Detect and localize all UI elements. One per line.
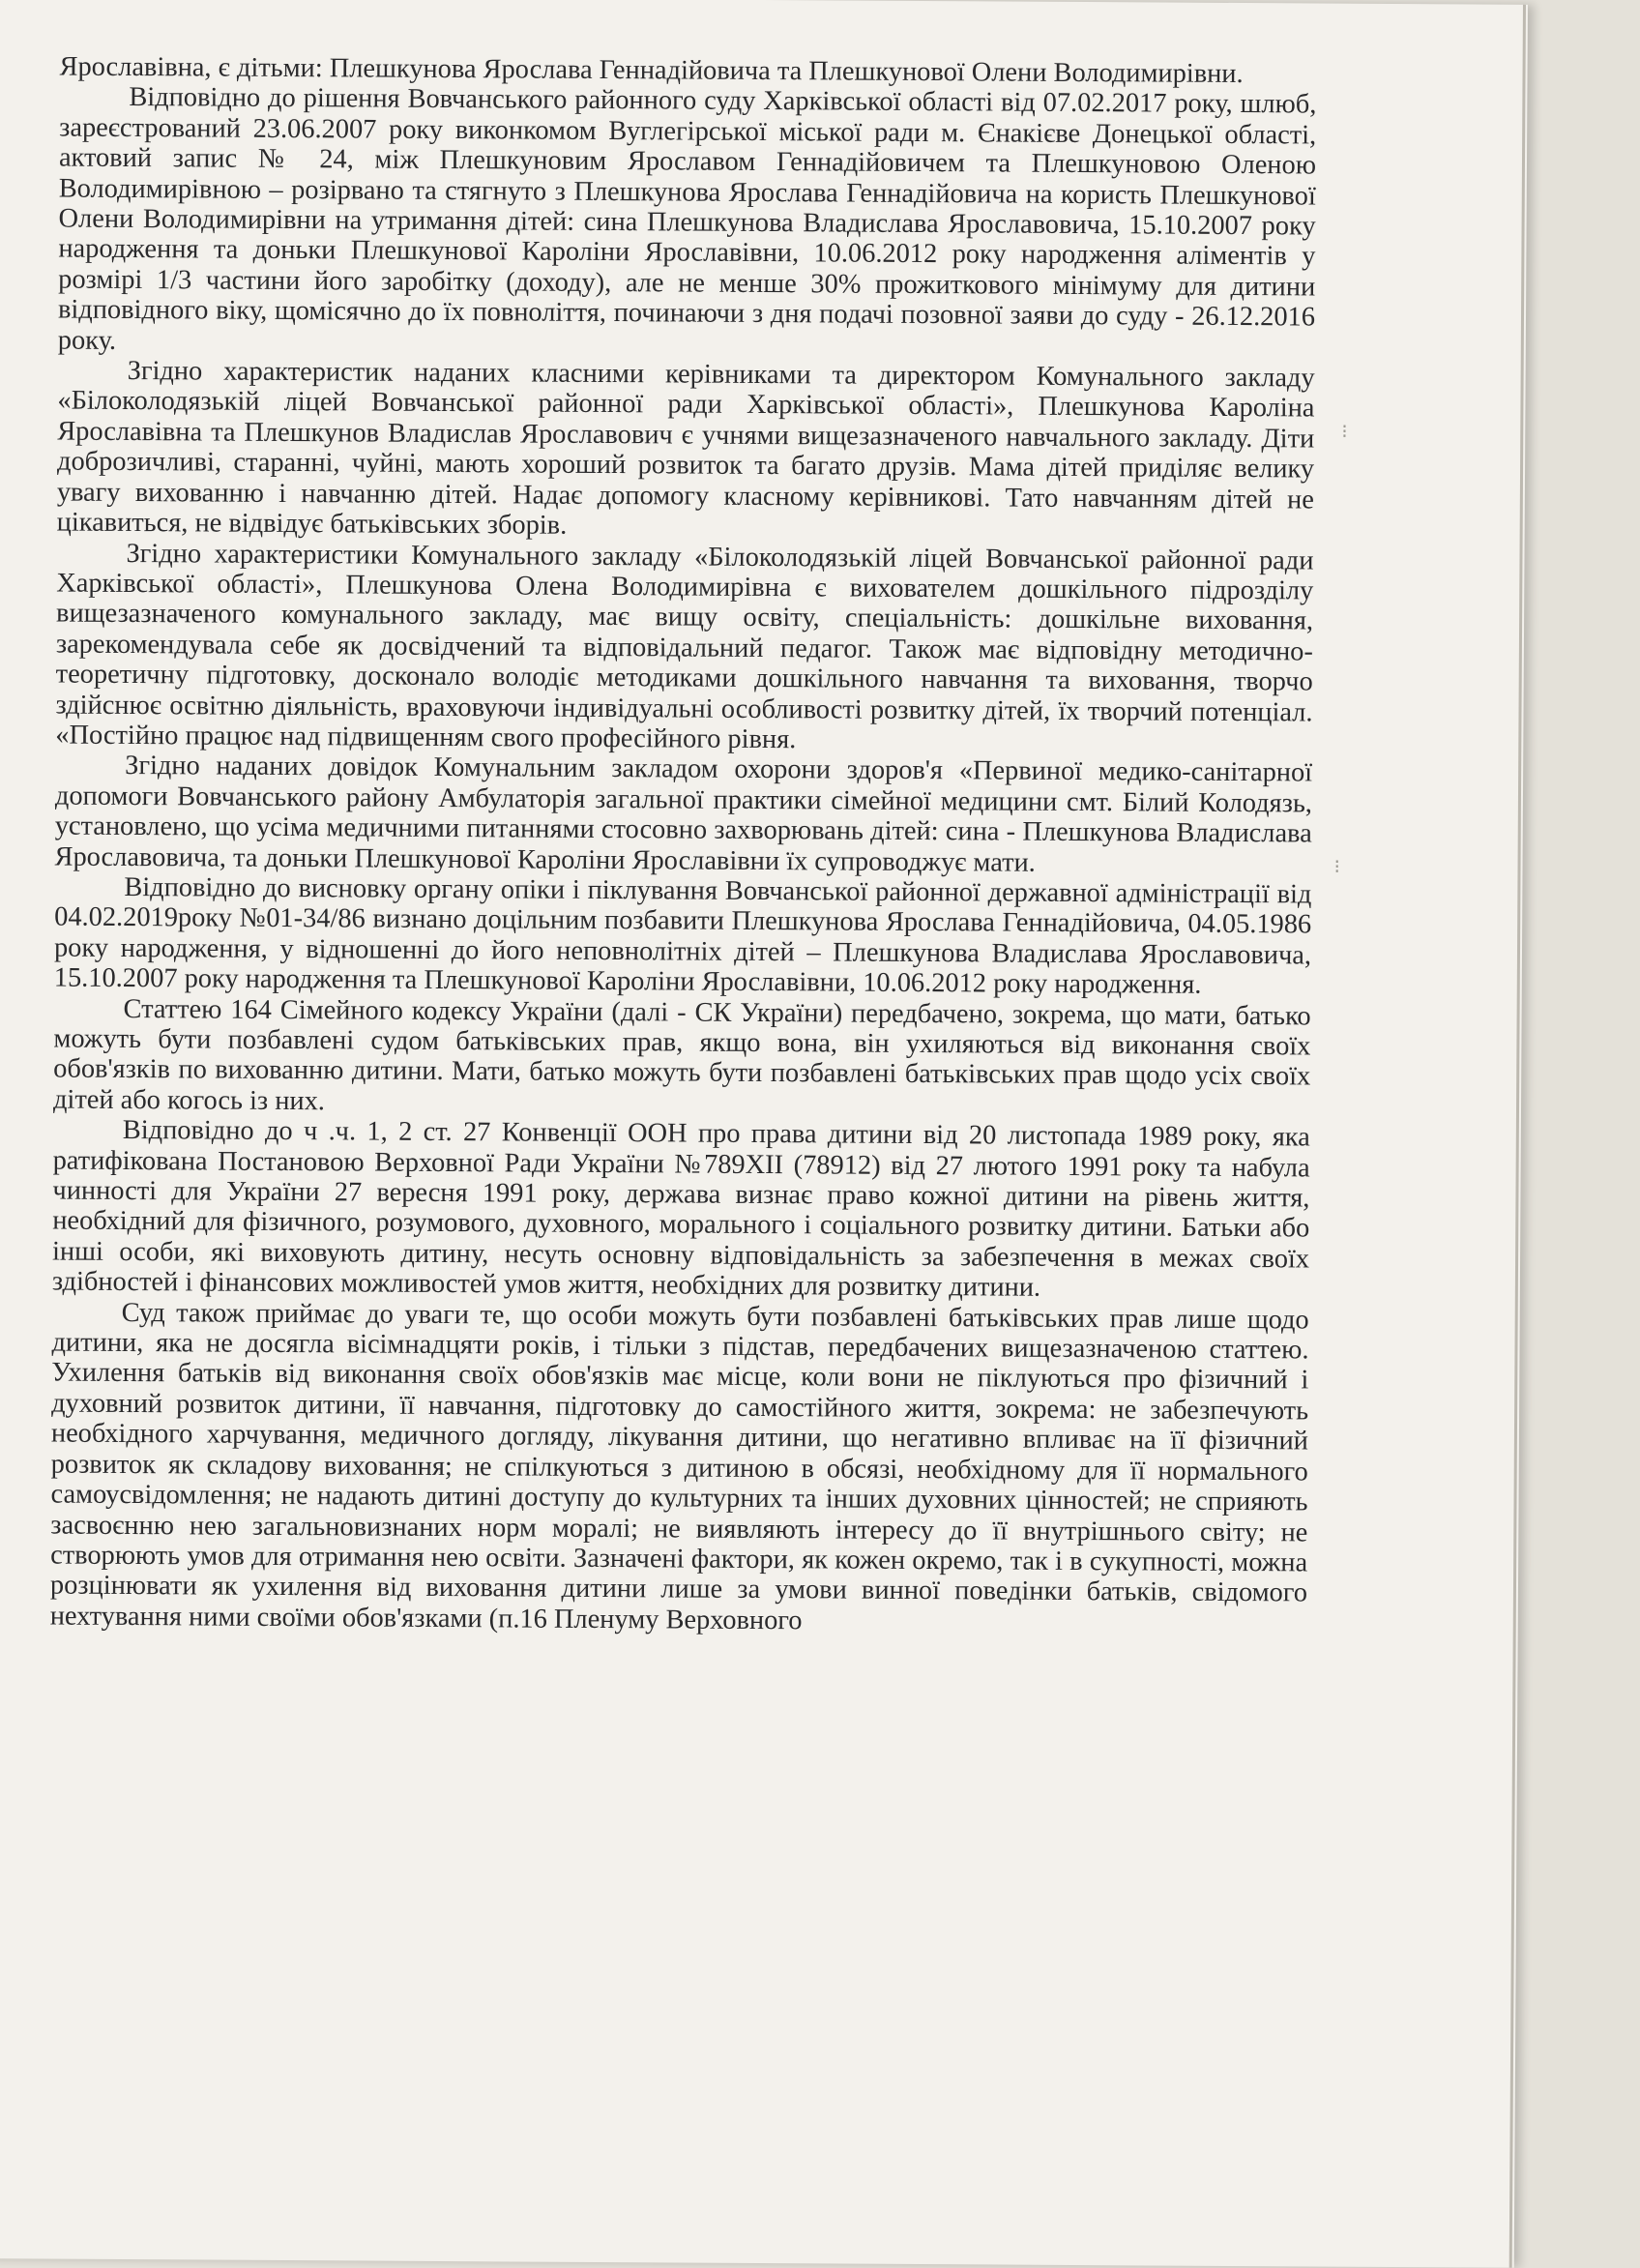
- document-body: [50, 52, 1317, 1639]
- paragraph-9: Суд також приймає до уваги те, що особи можуть бути позбавлені батьківських прав лише щодо дитини, яка не досягла вісімнадцяти років, і тільки з підстав, передбачених вищезазначеною статтею. Ухилення батьків від виконання своїх обов'язків має місце, коли вони не піклуються про фізичний і духовний розвиток дитини, її навчання, підготовку до самостійного життя, зокрема: не забезпечують необхідного харчування, медичного догляду, лікування дитини, що негативно впливає на її фізичний розвиток як складову виховання; не спілкуються з дитиною в обсязі, необхідному для її нормального самоусвідомлення; не надають дитині доступу до культурних та інших духовних цінностей; не сприяють засвоєнню нею загальновизнаних норм моралі; не виявляють інтересу до її внутрішнього світу; не створюють умов для отримання нею освіти. Зазначені фактори, як кожен окремо, так і в сукупності, можна розцінювати як ухилення від виховання дитини лише за умови винної поведінки батьків, свідомого нехтування ними своїми обов'язками (п.16 Пленуму Верховного: [49, 1297, 1309, 1635]
- paragraph-5: Згідно наданих довідок Комунальним закладом охорони здоров'я «Первиної медико-санітарної допомоги Вовчанського району Амбулаторія загальної практики сімейної медицини смт. Білий Колодязь, установлено, що усіма медичними питаннями стосовно захворювань дітей: сина - Плешкунова Владислава Ярославовича, та доньки Плешкунової Кароліни Ярославівни їх супроводжує мати.: [54, 751, 1313, 878]
- paragraph-8: Відповідно до ч .ч. 1, 2 ст. 27 Конвенції ООН про права дитини від 20 листопада 1989 року, яка ратифікована Постановою Верховної Ради України №789XII (78912) від 27 лютого 1991 року та набула чинності для України 27 вересня 1991 року, держава визнає право кожної дитини на рівень життя, необхідний для фізичного, розумового, духовного, морального і соціального розвитку дитини. Батьки або інші особи, які виховують дитину, несуть основну відповідальність за забезпечення в межах своїх здібностей і фінансових можливостей умов життя, необхідних для розвитку дитини.: [51, 1115, 1310, 1304]
- paragraph-2: Відповідно до рішення Вовчанського районного суду Харківської області від 07.02.2017 року, шлюб, зареєстрований 23.06.2007 року виконкомом Вуглегірської міської ради м. Єнакієве Донецької області, актовий запис № 24, між Плешкуновим Ярославом Геннадійовичем та Плешкуновою Оленою Володимирівною – розірвано та стягнуто з Плешкунова Ярослава Геннадійовича на користь Плешкунової Олени Володимирівни на утримання дітей: сина Плешкунова Владислава Ярославовича, 15.10.2007 року народження та доньки Плешкунової Кароліни Ярославівни, 10.06.2012 року народження аліментів у розмірі 1/3 частини його заробітку (доходу), але не менше 30% прожиткового мінімуму для дитини відповідного віку, щомісячно до їх повноліття, починаючи з дня подачі позовної заяви до суду - 26.12.2016 року.: [57, 82, 1317, 356]
- paragraph-4: Згідно характеристики Комунального закладу «Білоколодязькій ліцей Вовчанської районної ради Харківської області», Плешкунова Олена Володимирівна є вихователем дошкільного підрозділу вищезазначеного комунального закладу, має вищу освіту, спеціальність: дошкільне виховання, зарекомендувала себе як досвідчений та відповідальний педагог. Також має відповідну методично-теоретичну підготовку, досконало володіє методиками дошкільного навчання та виховання, творчо здійснює освітню діяльність, враховуючи індивідуальні особливості розвитку дітей, їх творчий потенціал. «Постійно працює над підвищенням свого професійного рівня.: [55, 538, 1314, 755]
- scan-speck: ⁝: [1333, 854, 1340, 878]
- paragraph-6: Відповідно до висновку органу опіки і піклування Вовчанської районної державної адміністрації від 04.02.2019року №01-34/86 визнано доцільним позбавити Плешкунова Ярослава Геннадійовича, 04.05.1986 року народження, у відношенні до його неповнолітніх дітей – Плешкунова Владислава Ярославовича, 15.10.2007 року народження та Плешкунової Кароліни Ярославівни, 10.06.2012 року народження.: [53, 871, 1312, 1000]
- scan-speck: ⁝: [1341, 419, 1348, 443]
- page-edge: [1509, 5, 1526, 2268]
- paragraph-1: Ярославівна, є дітьми: Плешкунова Ярослава Геннадійовича та Плешкунової Олени Володимирівни.: [59, 51, 1244, 90]
- paragraph-7: Статтею 164 Сімейного кодексу України (далі - СК України) передбачено, зокрема, що мати, батько можуть бути позбавлені судом батьківських прав, якщо вона, він ухиляються від виконання своїх обов'язків по вихованню дитини. Мати, батько можуть бути позбавлені батьківських прав щодо усіх своїх дітей або когось із них.: [52, 993, 1311, 1117]
- paragraph-3: Згідно характеристик наданих класними керівниками та директором Комунального закладу «Білоколодязькій ліцей Вовчанської районної ради Харківської області», Плешкунова Кароліна Ярославівна та Плешкунов Владислав Ярославович є учнями вищезазначеного навчального закладу. Діти доброзичливі, старанні, чуйні, мають хороший розвиток та багато друзів. Мама дітей приділяє велику увагу вихованню і навчанню дітей. Надає допомогу класному керівникові. Тато навчанням дітей не цікавиться, не відвідує батьківських зборів.: [56, 356, 1315, 541]
